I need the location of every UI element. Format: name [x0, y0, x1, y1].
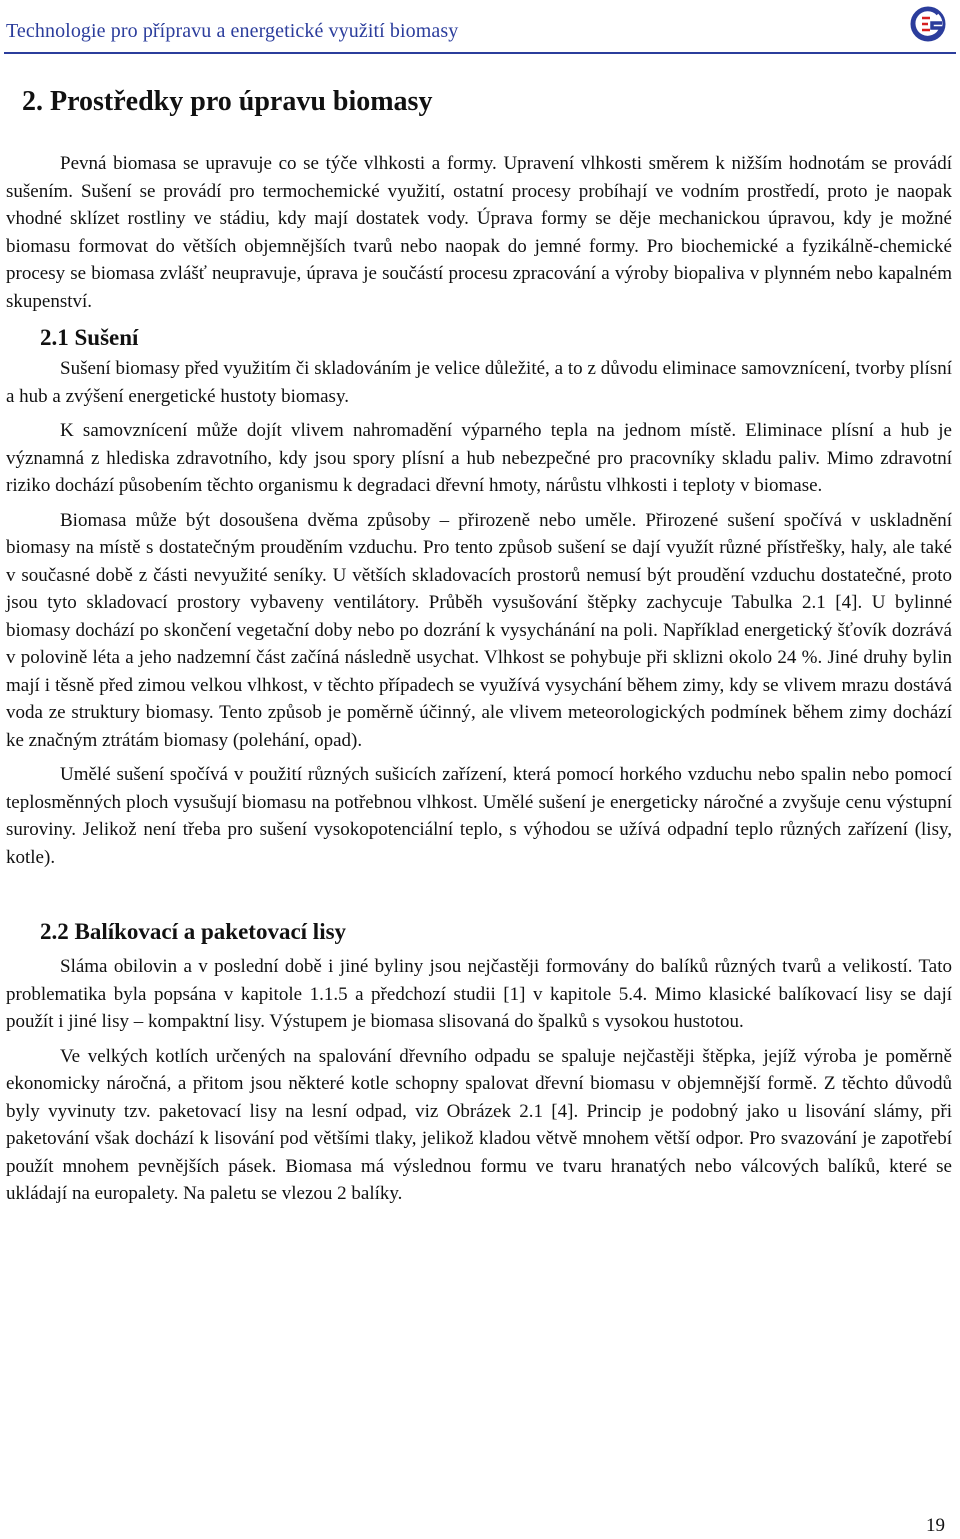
section-paragraph: Sušení biomasy před využitím či skladováním je velice důležité, a to z důvodu eliminace samovznícení, tvorby plísní a hub a zvýšení energetické hustoty biomasy. — [6, 358, 952, 407]
section-paragraph: Umělé sušení spočívá v použití různých sušicích zařízení, která pomocí horkého vzduchu nebo spalin nebo pomocí teplosměnných ploch vysušují biomasu na potřebnou vlhkost. Umělé sušení je energeticky náročné a zvyšuje cenu výstupní suroviny. Jelikož není třeba pro sušení vysokopotenciální teplo, s výhodou se užívá odpadní teplo různých zařízení (lisy, kotle). — [6, 764, 952, 868]
section-paragraph: Ve velkých kotlích určených na spalování dřevního odpadu se spaluje nejčastěji štěpka, jejíž výroba je poměrně ekonomicky náročná, a přitom jsou některé kotle schopny spalovat dřevní biomasu v objemnější formě. Z těchto důvodů byly vyvinuty tzv. paketovací lisy na lesní odpad, viz Obrázek 2.1 [4]. Princip je podobný jako u lisování slámy, při paketování však dochází k lisování pod většími tlaky, jelikož kladou větvě mnohem větší odpor. Pro svazování je zapotřebí použít mnohem pevnějších pásek. Biomasa má výslednou formu ve tvaru hranatých nebo válcových balíků, které se ukládají na europalety. Na paletu se vlezou 2 balíky. — [6, 1045, 952, 1204]
section-title-balers: 2.2 Balíkovací a paketovací lisy — [40, 919, 347, 944]
page-header — [0, 0, 960, 60]
section-title-drying: 2.1 Sušení — [40, 325, 139, 350]
institute-logo-icon — [908, 4, 948, 44]
section-paragraph: Sláma obilovin a v poslední době i jiné byliny jsou nejčastěji formovány do balíků různých tvarů a velikostí. Tato problematika byla popsána v kapitole 1.1.5 a předchozí studii [1] v kapitole 5.4. Mimo klasické balíkovací lisy se dají použít i jiné lisy – kompaktní lisy. Výstupem je biomasa slisovaná do špalků s vysokou hustotou. — [6, 956, 952, 1032]
header-rule — [4, 52, 956, 54]
page-number: 19 — [926, 1515, 945, 1536]
page-content — [6, 150, 952, 1208]
chapter-intro-paragraph: Pevná biomasa se upravuje co se týče vlhkosti a formy. Upravení vlhkosti směrem k nižším hodnotám se provádí sušením. Sušení se provádí pro termochemické využití, ostatní procesy probíhají ve vodním prostředí, proto je naopak vhodné sklízet rostliny ve stádiu, kdy mají dostatek vody. Úprava formy se děje mechanickou úpravou, kdy je možné biomasu formovat do větších objemnějších tvarů nebo naopak do jemné formy. Pro biochemické a fyzikálně-chemické procesy se biomasa zvlášť neupravuje, úprava je součástí procesu zpracování a výroby biopaliva v plynném nebo kapalném skupenství. — [6, 153, 952, 312]
chapter-title: 2. Prostředky pro úpravu biomasy — [22, 86, 433, 117]
header-title: Technologie pro přípravu a energetické využití biomasy — [6, 20, 459, 42]
section-paragraph: K samovznícení může dojít vlivem nahromadění výparného tepla na jednom místě. Eliminace plísní a hub je významná z hlediska zdravotního, kdy jsou spory plísní a hub nebezpečné pro pracovníky skladu paliv. Mimo zdravotní riziko dochází působením těchto organismu k degradaci dřevní hmoty, nárůstu vlhkosti i teploty v biomase. — [6, 420, 952, 496]
section-paragraph: Biomasa může být dosoušena dvěma způsoby – přirozeně nebo uměle. Přirozené sušení spočívá v uskladnění biomasy na místě s dostatečným prouděním vzduchu. Pro tento způsob sušení se dají využít různé přístřešky, haly, ale také v současné době z části nevyužité seníky. U větších skladovacích prostorů nemusí být proudění vzduchu dostatečné, proto jsou tyto skladovací prostory vybaveny ventilátory. Průběh vysušování štěpky zachycuje Tabulka 2.1 [4]. U bylinné biomasy dochází po skončení vegetační doby nebo po dozrání k vysychánání na poli. Například energetický šťovík dozrává v polovině léta a jeho nadzemní část začíná následně usychat. Vlhkost se pohybuje při sklizni okolo 24 %. Jiné druhy bylin mají i těsně před zimou velkou vlhkost, v těchto případech se využívá vysychání během zimy, kdy se vlivem mrazu dostává voda ze struktury biomasy. Tento způsob je poměrně účinný, ale vlivem meteorologických podmínek během zimy dochází ke značným ztrátám biomasy (polehání, opad). — [6, 509, 952, 751]
